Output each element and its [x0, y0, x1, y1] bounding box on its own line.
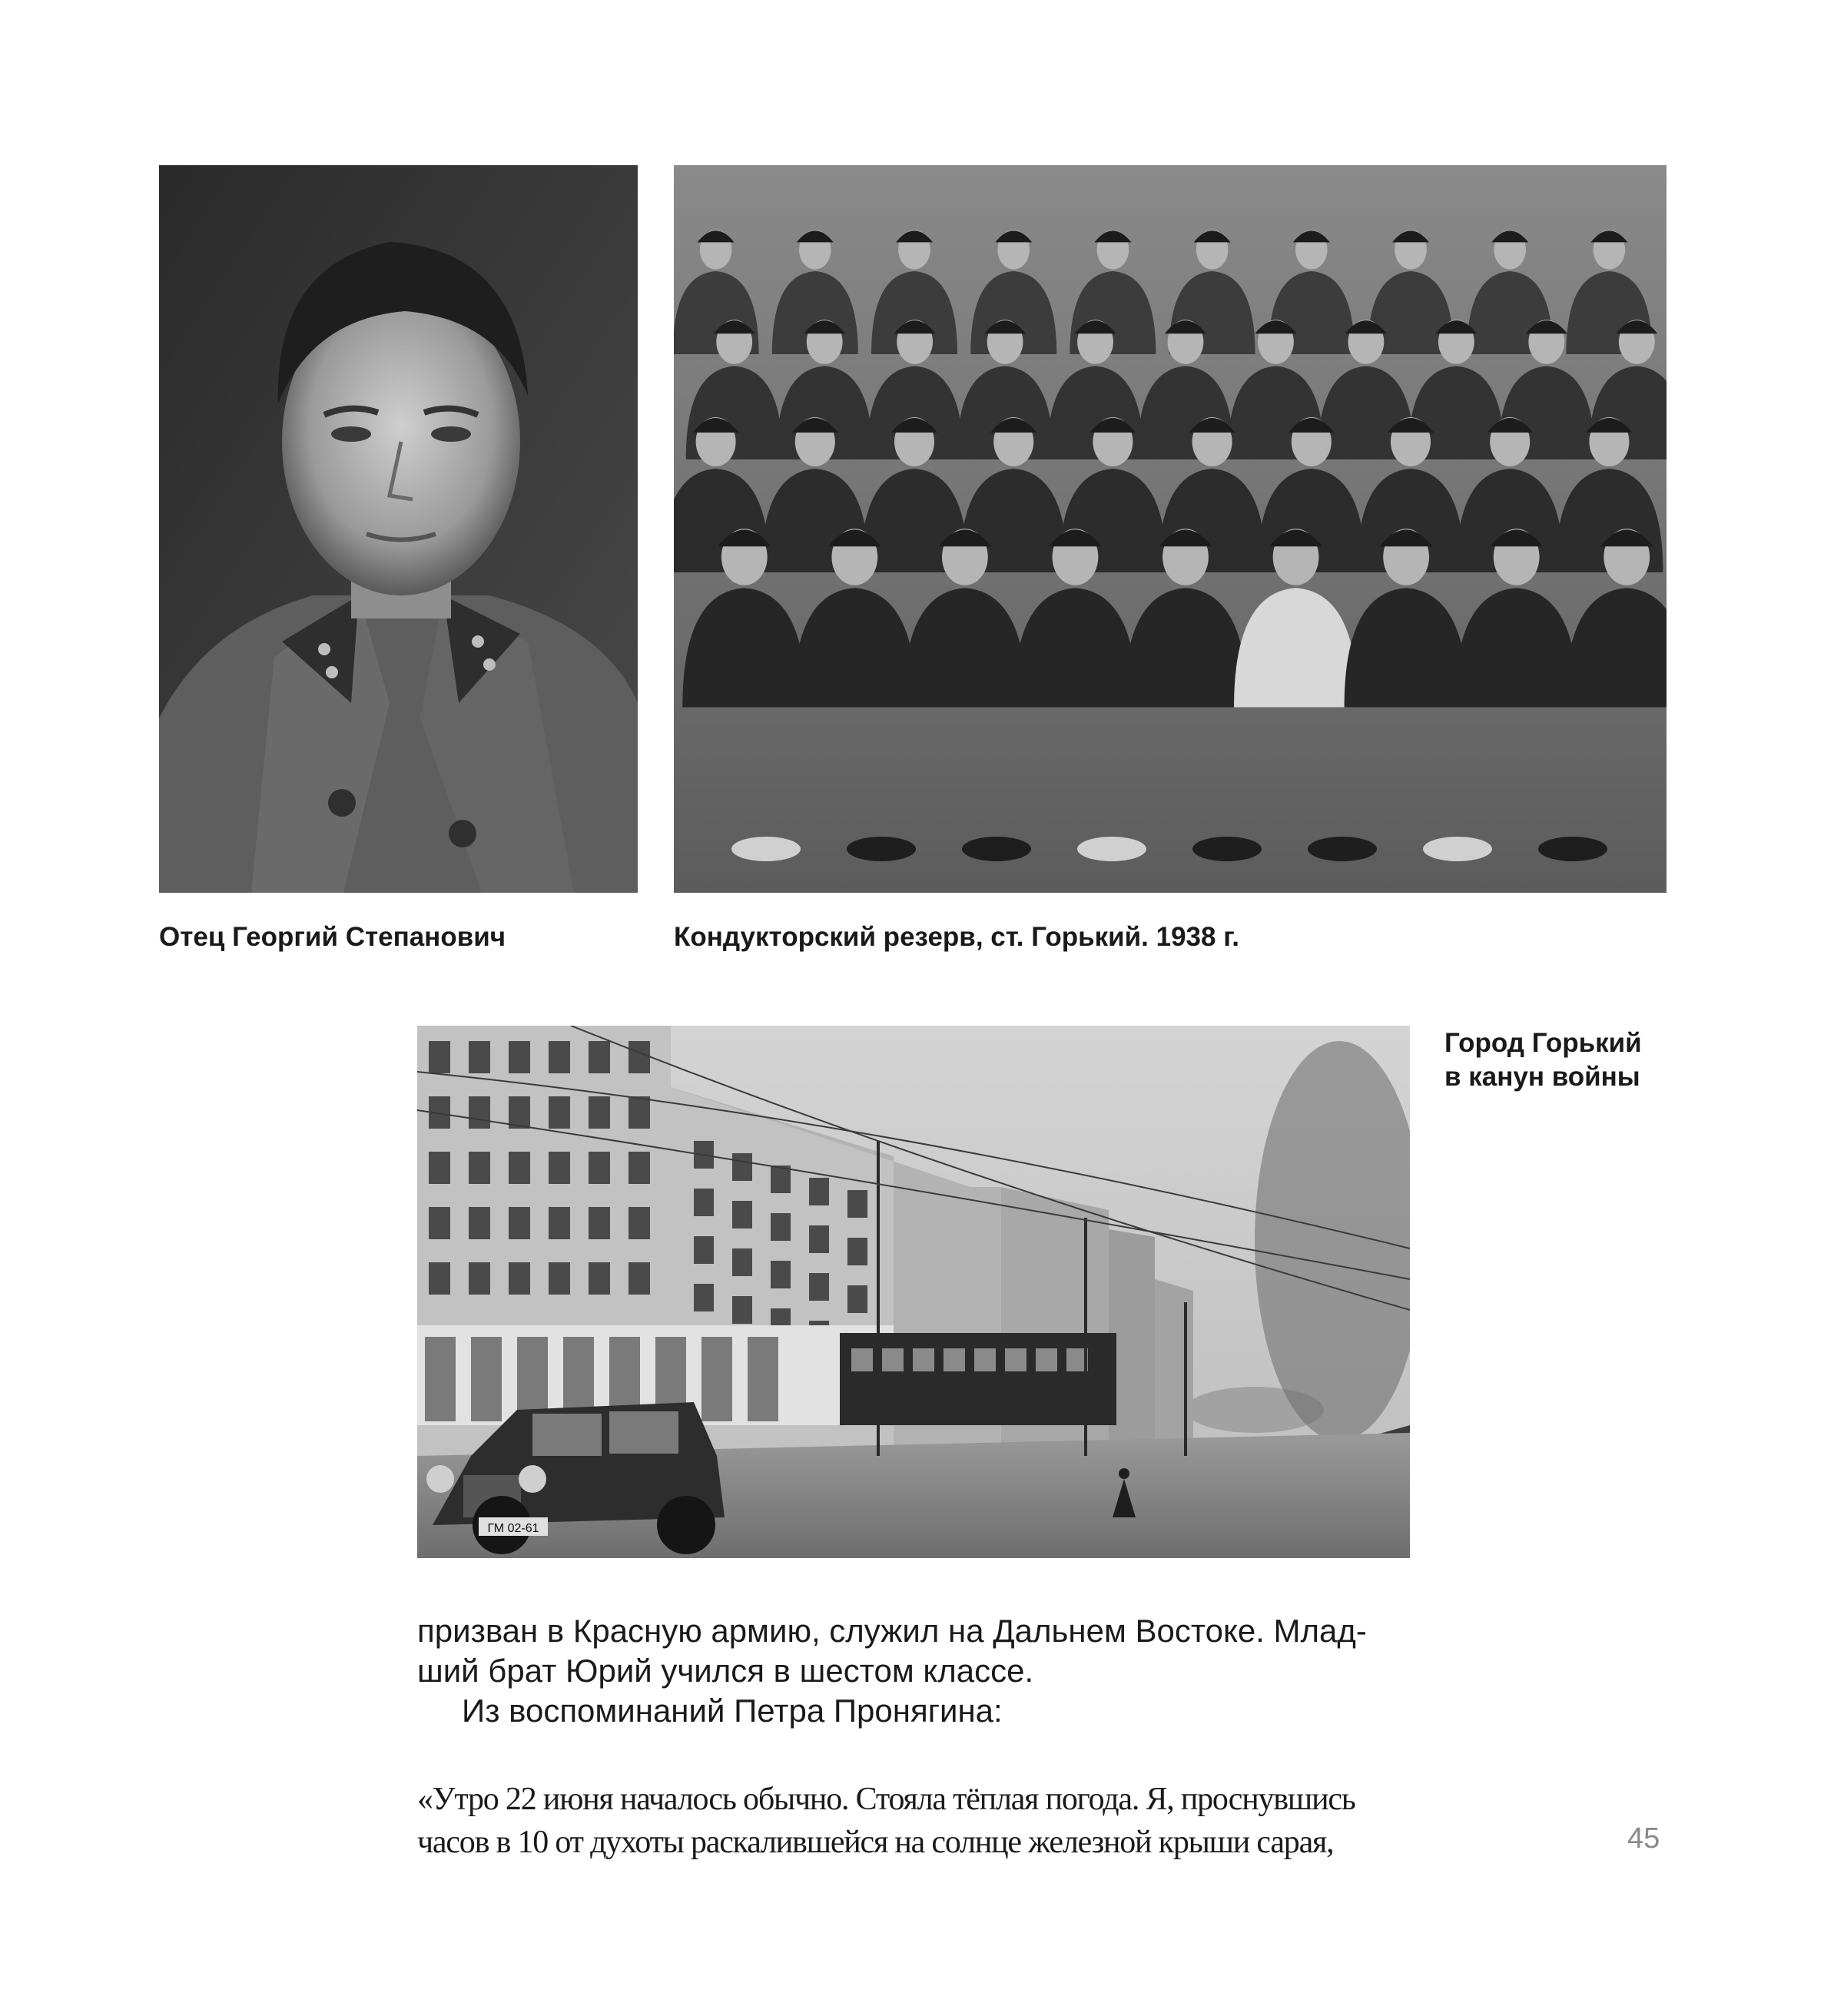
city-photo-caption: [1444, 1026, 1642, 1094]
city-caption-line: Город Горький: [1444, 1028, 1642, 1058]
father-portrait-image: [159, 165, 638, 893]
group-photo-image: [674, 165, 1667, 893]
license-plate: ГМ 02-61: [487, 1522, 539, 1535]
city-street-image: [417, 1026, 1410, 1558]
page-number: 45: [1627, 1822, 1660, 1855]
father-photo-caption: Отец Георгий Степанович: [159, 922, 506, 952]
memoir-quote: [417, 1778, 1416, 1864]
conductor-reserve-group-photo: [674, 165, 1667, 893]
body-line: ший брат Юрий учился в шестом классе.: [417, 1653, 1034, 1689]
quote-line: «Утро 22 июня началось обычно. Стояла тёплая погода. Я, проснувшись: [417, 1782, 1355, 1817]
body-line: Из воспоминаний Петра Пронягина:: [462, 1693, 1003, 1729]
body-line: призван в Красную армию, служил на Дальнем Востоке. Млад-: [417, 1613, 1367, 1649]
city-caption-line: в канун войны: [1444, 1062, 1640, 1092]
gorky-city-street-photo: [417, 1026, 1410, 1558]
body-paragraph: [417, 1611, 1410, 1731]
father-portrait-photo: [159, 165, 638, 893]
quote-line: часов в 10 от духоты раскалившейся на солнце железной крыши сарая,: [417, 1825, 1334, 1860]
group-photo-caption: Кондукторский резерв, ст. Горький. 1938 г.: [674, 922, 1240, 952]
